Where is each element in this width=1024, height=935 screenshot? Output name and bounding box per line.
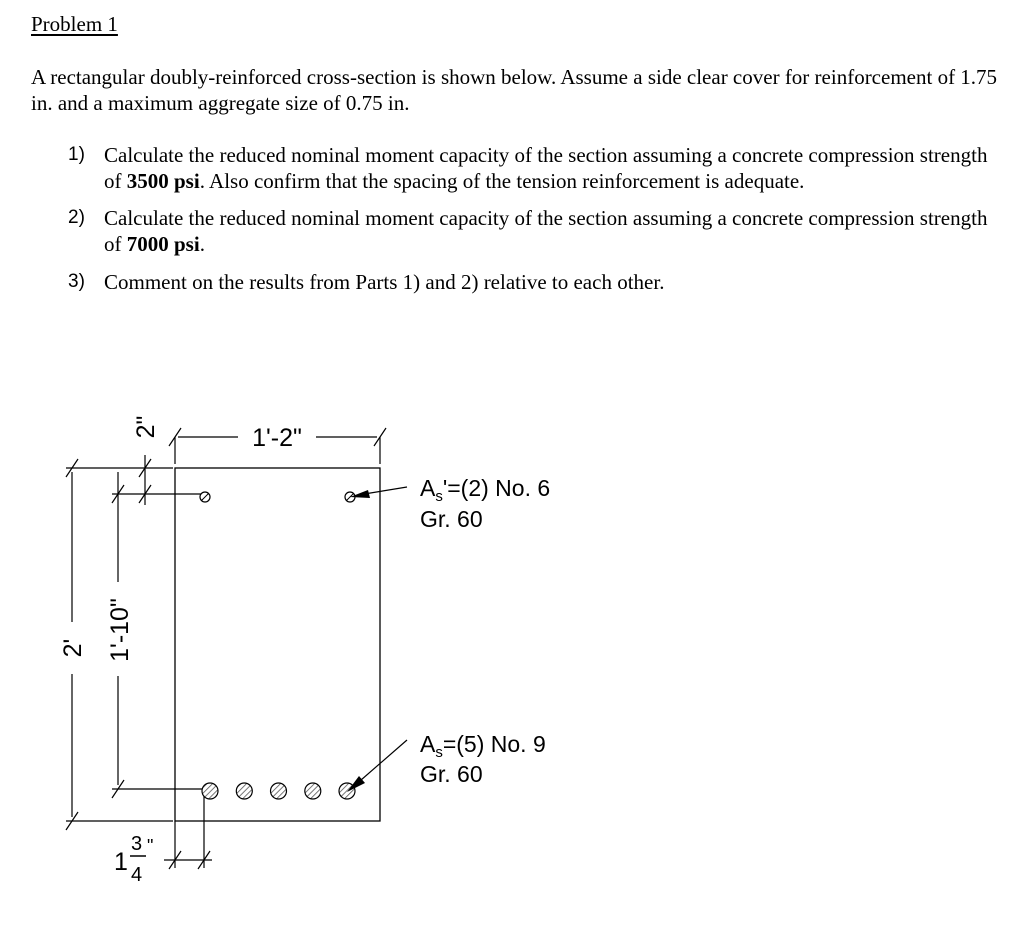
side-cover-dimension [164,795,212,869]
compression-steel-grade: Gr. 60 [420,506,483,532]
compression-steel-label: $A_s'=(2)$ No. 6 [420,475,551,505]
task-number: 2) [68,207,85,228]
top-cover-dimension [139,455,151,505]
tension-bar [305,783,321,799]
task-text: Calculate the reduced nominal moment capacity of the section assuming a concrete compression strength of 7000 psi. [104,206,988,256]
tension-bar [202,783,218,799]
svg-text:4: 4 [131,864,143,886]
tension-bar [236,783,252,799]
tension-bar [271,783,287,799]
concrete-strength: 3500 psi [126,169,200,193]
task-number: 3) [68,271,85,292]
width-dimension-label: 1'-2" [252,424,302,452]
svg-text:3: 3 [131,833,143,855]
task-text: Calculate the reduced nominal moment capacity of the section assuming a concrete compression strength of 3500 psi. Also confirm that the spacing of the tension reinforcement is adequate. [104,143,988,193]
effective-depth-label: 1'-10" [106,598,134,662]
cross-section-figure [0,380,640,900]
problem-title: Problem 1 [31,12,118,36]
task-text: Comment on the results from Parts 1) and 2) relative to each other. [104,270,665,294]
task-number: 1) [68,144,85,165]
svg-text:1: 1 [114,848,128,876]
tension-bars [202,783,355,799]
problem-statement: A rectangular doubly-reinforced cross-section is shown below. Assume a side clear cover for reinforcement of 1.75 in. and a maximum aggregate size of 0.75 in. [31,65,998,115]
concrete-strength: 7000 psi [126,232,200,256]
svg-text:": " [147,836,154,856]
beam-outline [175,468,380,821]
tension-steel-grade: Gr. 60 [420,761,483,787]
compression-steel-leader [350,487,407,498]
tension-steel-leader [347,740,407,792]
compression-bars [200,492,355,502]
total-height-label: 2' [59,638,87,658]
side-cover-label [114,833,153,886]
tension-steel-label: $A_s=(5)$ No. 9 [420,731,546,761]
top-cover-label: 2" [132,415,160,439]
